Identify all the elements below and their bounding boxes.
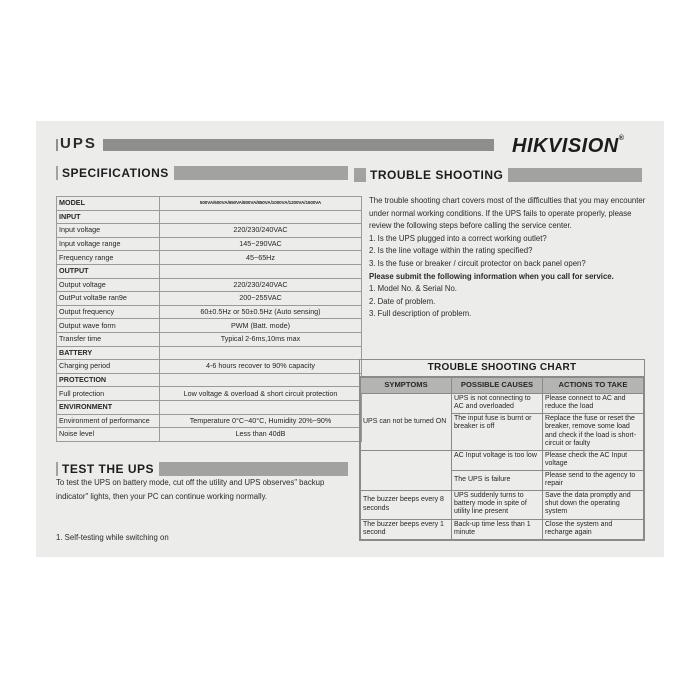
- submit-heading: Please submit the following information when you call for service.: [369, 271, 614, 281]
- spec-value: 220/230/240VAC: [160, 278, 362, 292]
- spec-row: [57, 278, 362, 292]
- trouble-shooting-table: [360, 377, 644, 540]
- trouble-shooting-text: [369, 195, 649, 321]
- spec-value: [160, 346, 362, 360]
- chart-row: [361, 394, 644, 414]
- spec-label: Full protection: [57, 387, 160, 401]
- spec-label: Input voltage range: [57, 237, 160, 251]
- spec-row: [57, 373, 362, 387]
- spec-label: Input voltage: [57, 224, 160, 238]
- chart-header-row: [361, 378, 644, 394]
- action-cell: Please connect to AC and reduce the load: [543, 394, 644, 414]
- cause-cell: UPS suddenly turns to battery mode in spite of utility line present: [452, 490, 543, 519]
- trouble-shooting-title: TROUBLE SHOOTING: [366, 167, 508, 183]
- action-cell: Please check the AC Input voltage: [543, 451, 644, 471]
- cause-cell: AC Input voltage is too low: [452, 451, 543, 471]
- chart-row: [361, 490, 644, 519]
- spec-row: [57, 428, 362, 442]
- action-cell: Save the data promptly and shut down the operating system: [543, 490, 644, 519]
- test-ups-text: To test the UPS on battery mode, cut off the utility and UPS observes" backup indicator" lights, then your PC can continue working normally.: [56, 478, 325, 501]
- spec-row: [57, 251, 362, 265]
- spec-row: [57, 292, 362, 306]
- symptom-cell: The buzzer beeps every 1 second: [361, 519, 452, 539]
- ups-title-bar: [56, 139, 494, 151]
- spec-value: 220/230/240VAC: [160, 224, 362, 238]
- spec-row: [57, 387, 362, 401]
- spec-value: [160, 264, 362, 278]
- spec-value: 60±0.5Hz or 50±0.5Hz (Auto sensing): [160, 305, 362, 319]
- chart-row: [361, 519, 644, 539]
- chart-row: [361, 451, 644, 471]
- spec-value: 500VA/600VA/650VA/800VA/850VA/1000VA/1200VA/1500VA: [160, 197, 362, 211]
- test-ups-title: TEST THE UPS: [58, 461, 159, 477]
- spec-row: [57, 237, 362, 251]
- spec-label: Environment of performance: [57, 414, 160, 428]
- spec-row: [57, 305, 362, 319]
- spec-row: [57, 346, 362, 360]
- action-cell: Close the system and recharge again: [543, 519, 644, 539]
- symptoms-header: SYMPTOMS: [361, 378, 452, 394]
- spec-value: [160, 210, 362, 224]
- symptom-cell: UPS can not be turned ON: [361, 394, 452, 451]
- symptom-cell: The buzzer beeps every 8 seconds: [361, 490, 452, 519]
- trouble-shooting-intro: The trouble shooting chart covers most of the difficulties that you may encounter under normal working conditions. If the UPS fails to operate properly, please review the following steps before calling the service center.: [369, 196, 646, 231]
- self-test-step: 1. Self-testing while switching on: [56, 533, 169, 542]
- specifications-table: [56, 196, 362, 442]
- spec-value: 145~290VAC: [160, 237, 362, 251]
- spec-label: BATTERY: [57, 346, 160, 360]
- spec-value: 200~255VAC: [160, 292, 362, 306]
- spec-value: 45~65Hz: [160, 251, 362, 265]
- spec-label: Output frequency: [57, 305, 160, 319]
- chart-title: TROUBLE SHOOTING CHART: [360, 360, 644, 377]
- spec-label: MODEL: [57, 197, 160, 211]
- submit-item: 1. Model No. & Serial No.: [369, 284, 457, 294]
- spec-value: Less than 40dB: [160, 428, 362, 442]
- spec-row: [57, 264, 362, 278]
- spec-value: 4-6 hours recover to 90% capacity: [160, 360, 362, 374]
- symptom-cell-empty: [361, 451, 452, 491]
- spec-row: [57, 319, 362, 333]
- spec-label: ENVIRONMENT: [57, 400, 160, 414]
- submit-item: 3. Full description of problem.: [369, 309, 472, 319]
- spec-value: PWM (Batt. mode): [160, 319, 362, 333]
- check-item: 1. Is the UPS plugged into a correct working outlet?: [369, 233, 547, 243]
- spec-label: INPUT: [57, 210, 160, 224]
- spec-label: Noise level: [57, 428, 160, 442]
- spec-row: [57, 400, 362, 414]
- spec-value: [160, 400, 362, 414]
- action-cell: Please send to the agency to repair: [543, 470, 644, 490]
- spec-row: [57, 224, 362, 238]
- actions-header: ACTIONS TO TAKE: [543, 378, 644, 394]
- cause-cell: The input fuse is burnt or breaker is off: [452, 414, 543, 451]
- spec-value: [160, 373, 362, 387]
- check-item: 2. Is the line voltage within the rating specified?: [369, 246, 533, 256]
- spec-row: [57, 197, 362, 211]
- check-item: 3. Is the fuse or breaker / circuit protector on back panel open?: [369, 258, 586, 268]
- spec-value: Temperature 0°C~40°C, Humidity 20%~90%: [160, 414, 362, 428]
- cause-cell: Back-up time less than 1 minute: [452, 519, 543, 539]
- spec-label: Frequency range: [57, 251, 160, 265]
- spec-label: Output voltage: [57, 278, 160, 292]
- brand-name: HIKVISION: [512, 135, 619, 157]
- spec-row: [57, 360, 362, 374]
- ups-title: UPS: [58, 134, 103, 154]
- spec-row: [57, 210, 362, 224]
- brand-logo: [512, 135, 624, 158]
- spec-label: PROTECTION: [57, 373, 160, 387]
- spec-label: Charging period: [57, 360, 160, 374]
- spec-label: Transfer time: [57, 332, 160, 346]
- spec-label: OutPut volta9e ran9e: [57, 292, 160, 306]
- causes-header: POSSIBLE CAUSES: [452, 378, 543, 394]
- submit-item: 2. Date of problem.: [369, 296, 436, 306]
- manual-page: [36, 121, 664, 557]
- action-cell: Replace the fuse or reset the breaker, remove some load and check if the load is short-circuit or faulty: [543, 414, 644, 451]
- specifications-title: SPECIFICATIONS: [58, 165, 174, 181]
- trouble-shooting-chart: [359, 359, 645, 541]
- cause-cell: UPS is not connecting to AC and overloaded: [452, 394, 543, 414]
- cause-cell: The UPS is failure: [452, 470, 543, 490]
- spec-value: Typical 2-6ms,10ms max: [160, 332, 362, 346]
- spec-row: [57, 332, 362, 346]
- spec-row: [57, 414, 362, 428]
- spec-label: Output wave form: [57, 319, 160, 333]
- spec-label: OUTPUT: [57, 264, 160, 278]
- registered-mark: ®: [618, 135, 625, 142]
- spec-value: Low voltage & overload & short circuit protection: [160, 387, 362, 401]
